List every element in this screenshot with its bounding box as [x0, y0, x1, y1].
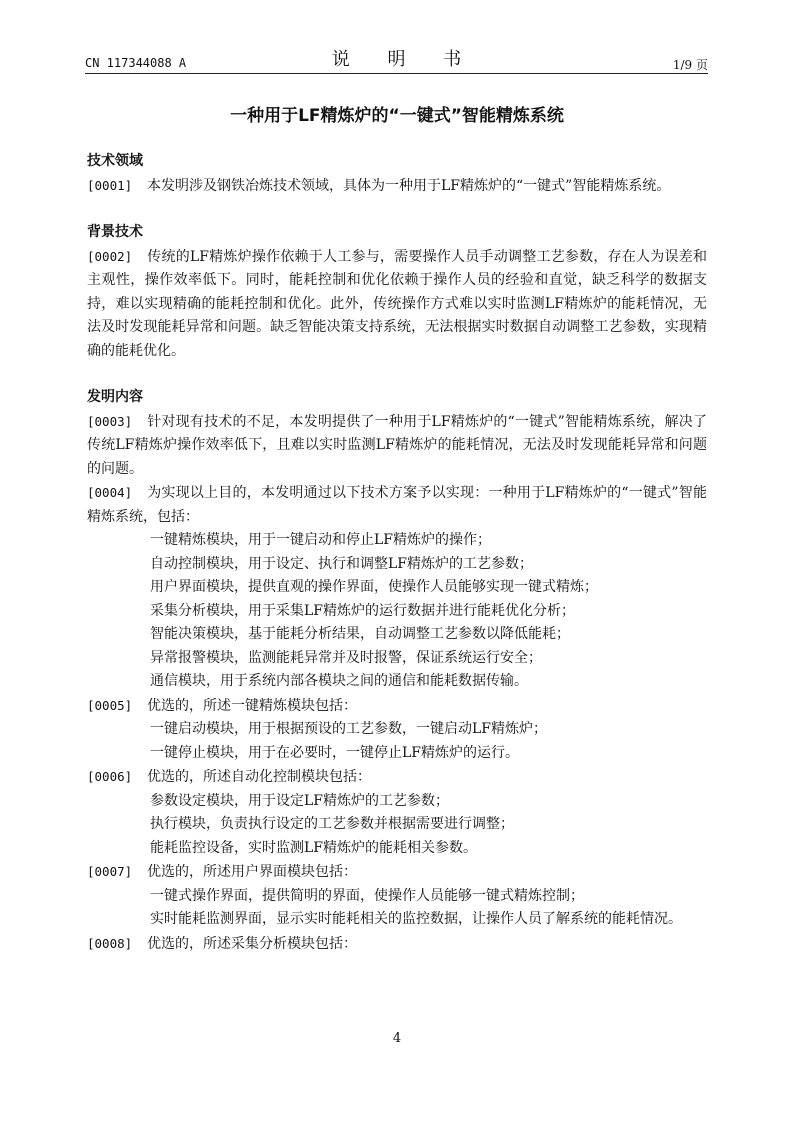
document-type-title: 说 明 书 [331, 49, 478, 70]
paragraph-number: [0002] [87, 248, 133, 264]
paragraph-0005 [87, 694, 707, 719]
paragraph-text: 传统的LF精炼炉操作依赖于人工参与，需要操作人员手动调整工艺参数，存在人为误差和主观性，操作效率低下。同时，能耗控制和优化依赖于操作人员的经验和直觉，缺乏科学的数据支持，难以实现精确的能耗控制和优化。此外，传统操作方式难以实时监测LF精炼炉的能耗情况，无法及时发现能耗异常和问题。缺乏智能决策支持系统，无法根据实时数据自动调整工艺参数，实现精确的能耗优化。 [87, 248, 707, 359]
paragraph-0008 [87, 932, 707, 957]
paragraph-number: [0004] [87, 485, 133, 500]
invention-title: 一种用于LF精炼炉的“一键式”智能精炼系统 [230, 106, 564, 126]
list-item: 智能决策模块，基于能耗分析结果，自动调整工艺参数以降低能耗； [150, 626, 570, 642]
paragraph-number: [0006] [87, 769, 133, 784]
paragraph-text: 优选的，所述用户界面模块包括： [147, 864, 357, 880]
paragraph-0006 [87, 765, 707, 790]
page-counter: 1/9 页 [672, 58, 708, 72]
list-item: 自动控制模块，用于设定、执行和调整LF精炼炉的工艺参数； [150, 555, 534, 572]
list-item: 采集分析模块，用于采集LF精炼炉的运行数据并进行能耗优化分析； [150, 602, 576, 619]
paragraph-number: [0003] [87, 413, 133, 429]
list-item: 一键停止模块，用于在必要时，一键停止LF精炼炉的运行。 [150, 744, 520, 761]
section-heading-summary: 发明内容 [87, 389, 143, 405]
list-item: 一键精炼模块，用于一键启动和停止LF精炼炉的操作； [150, 532, 492, 548]
list-item: 通信模块，用于系统内部各模块之间的通信和能耗数据传输。 [150, 673, 528, 689]
section-heading-background: 背景技术 [87, 224, 143, 240]
page-number: 4 [392, 1031, 402, 1046]
paragraph-0002 [87, 245, 707, 364]
paragraph-text: 为实现以上目的，本发明通过以下技术方案予以实现：一种用于LF精炼炉的“一键式”智能精炼系统，包括： [87, 485, 707, 525]
paragraph-0001 [87, 174, 707, 199]
list-item: 异常报警模块，监测能耗异常并及时报警，保证系统运行安全； [150, 649, 542, 666]
document-body [87, 150, 707, 956]
paragraph-number: [0007] [87, 864, 133, 879]
paragraph-text: 针对现有技术的不足，本发明提供了一种用于LF精炼炉的“一键式”智能精炼系统，解决了传统LF精炼炉操作效率低下，且难以实时监测LF精炼炉的能耗情况，无法及时发现能耗异常和问题的问题。 [87, 413, 707, 477]
paragraph-text: 优选的，所述自动化控制模块包括： [147, 769, 371, 785]
paragraph-number: [0005] [87, 697, 133, 713]
section-heading-technical-field: 技术领域 [87, 153, 143, 169]
list-item: 参数设定模块，用于设定LF精炼炉的工艺参数； [150, 792, 450, 809]
paragraph-0004 [87, 481, 707, 529]
header-divider [85, 73, 708, 74]
list-item: 执行模块，负责执行设定的工艺参数并根据需要进行调整； [150, 816, 514, 832]
paragraph-0003 [87, 410, 707, 482]
list-item: 用户界面模块，提供直观的操作界面，使操作人员能够实现一键式精炼； [150, 579, 598, 595]
paragraph-text: 本发明涉及钢铁冶炼技术领域，具体为一种用于LF精炼炉的“一键式”智能精炼系统。 [147, 177, 671, 194]
list-item: 一键启动模块，用于根据预设的工艺参数，一键启动LF精炼炉； [150, 721, 548, 737]
paragraph-number: [0008] [87, 935, 133, 951]
paragraph-0007 [87, 860, 707, 885]
list-item: 一键式操作界面，提供简明的界面，使操作人员能够一键式精炼控制； [150, 887, 584, 904]
page-header [85, 42, 708, 72]
paragraph-text: 优选的，所述一键精炼模块包括： [147, 697, 357, 714]
patent-number: CN 117344088 A [85, 56, 187, 70]
paragraph-text: 优选的，所述采集分析模块包括： [147, 935, 357, 952]
list-item-wrapping: 实时能耗监测界面，显示实时能耗相关的监控数据，让操作人员了解系统的能耗情况。 [150, 911, 682, 927]
list-item: 能耗监控设备，实时监测LF精炼炉的能耗相关参数。 [150, 839, 478, 856]
paragraph-number: [0001] [87, 177, 133, 193]
